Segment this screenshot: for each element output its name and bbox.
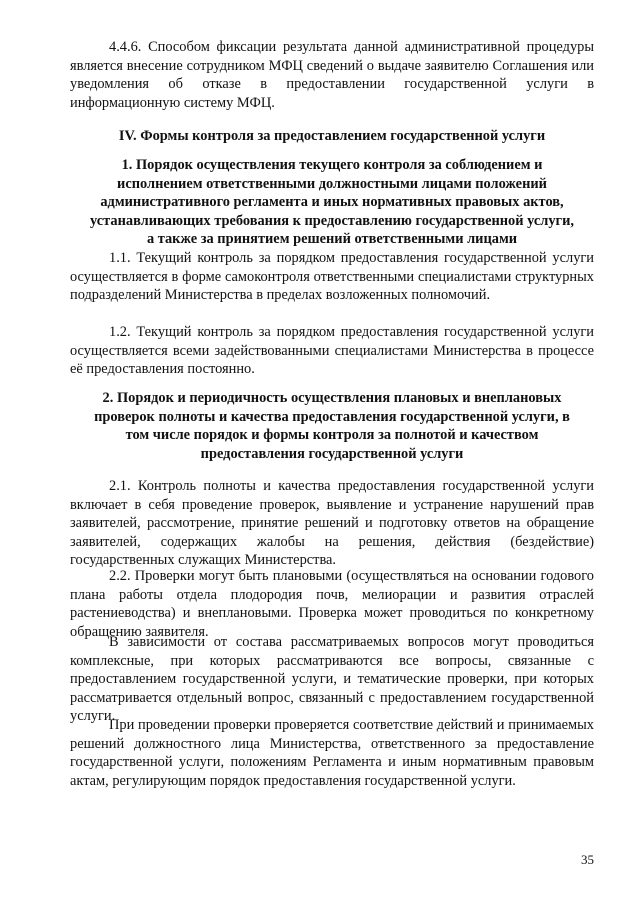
paragraph-complex-checks — [70, 633, 594, 726]
paragraph-2-1 — [70, 477, 594, 570]
subsection-title: 2. Порядок и периодичность осуществления плановых и внеплановых проверок полноты и качества предоставления государственной услуги, в том числе порядок и формы контроля за полнотой и качеством предоставления государственной услуги — [94, 390, 570, 462]
subsection-2-heading — [84, 389, 580, 463]
page-number: 35 — [581, 852, 594, 867]
paragraph-text: 1.1. Текущий контроль за порядком предоставления государственной услуги осуществляется в форме самоконтроля ответственными специалистами структурных подразделений Министерства в пределах возложенных полномочий. — [70, 250, 594, 304]
section-heading — [70, 127, 594, 146]
paragraph-2-2 — [70, 567, 594, 641]
paragraph-4-4-6 — [70, 38, 594, 112]
paragraph-text: 2.1. Контроль полноты и качества предоставления государственной услуги включает в себя проведение проверок, выявление и устранение нарушений прав заявителей, рассмотрение, принятие решений и подготовку ответов на обращение заявителей, содержащих жалобы на решения, действия (бездействие) государственных служащих Министерства. — [70, 478, 594, 569]
section-title: IV. Формы контроля за предоставлением государственной услуги — [118, 128, 546, 144]
subsection-title: 1. Порядок осуществления текущего контроля за соблюдением и исполнением ответственными должностными лицами положений административного регламента и иных нормативных правовых актов, устанавливающих требования к предоставлению государственной услуги, а также за принятием решений ответственными лицами — [90, 157, 574, 248]
paragraph-text: 2.2. Проверки могут быть плановыми (осуществляться на основании годового плана работы отдела плодородия почв, мелиорации и развития отраслей растениеводства) и внеплановыми. Проверка может проводиться по конкретному обращению заявителя. — [70, 568, 594, 640]
paragraph-text: При проведении проверки проверяется соответствие действий и принимаемых решений должностного лица Министерства, ответственного за предоставление государственной услуги, положениям Регламента и иным нормативным правовым актам, регулирующим порядок предоставления государственной услуги. — [70, 717, 594, 789]
paragraph-1-1 — [70, 249, 594, 305]
paragraph-text: В зависимости от состава рассматриваемых вопросов могут проводиться комплексные, при которых рассматриваются все вопросы, связанные с предоставлением государственной услуги, и тематические проверки, при которых рассматривается отдельный вопрос, связанный с предоставлением государственной услуги. — [70, 634, 594, 725]
paragraph-text: 4.4.6. Способом фиксации результата данной административной процедуры является внесение сотрудником МФЦ сведений о выдаче заявителю Соглашения или уведомления об отказе в предоставлении государственной услуги в информационную систему МФЦ. — [70, 39, 594, 111]
paragraph-text: 1.2. Текущий контроль за порядком предоставления государственной услуги осуществляется всеми задействованными специалистами Министерства в процессе её предоставления постоянно. — [70, 324, 594, 378]
paragraph-check-scope — [70, 716, 594, 790]
paragraph-1-2 — [70, 323, 594, 379]
subsection-1-heading — [90, 156, 574, 249]
